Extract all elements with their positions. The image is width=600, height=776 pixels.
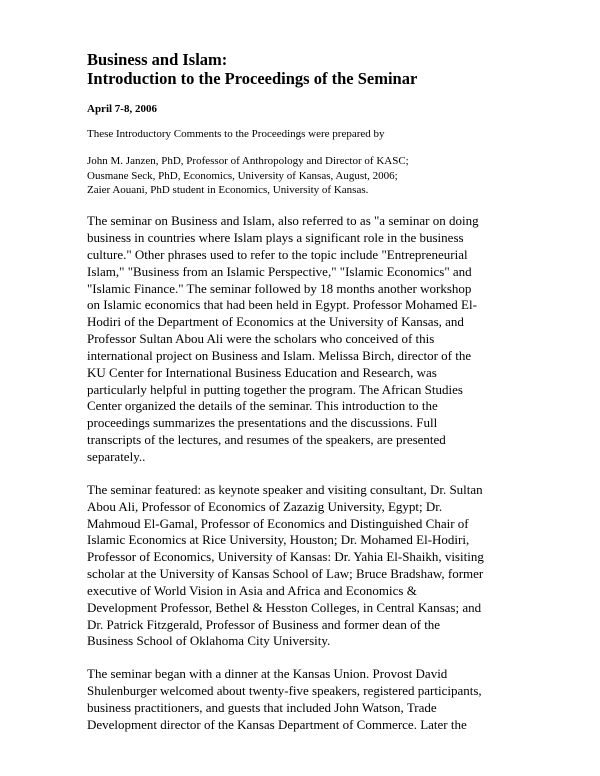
paragraph-line: Dr. Patrick Fitzgerald, Professor of Business and former dean of the [87, 616, 441, 632]
paragraph-overview [87, 213, 527, 466]
paragraph-line: business practitioners, and guests that included John Watson, Trade [87, 699, 437, 715]
paragraph-line: Business School of Oklahoma City University. [87, 633, 331, 649]
paragraph-line: Professor Sultan Abou Ali were the scholars who conceived of this [87, 331, 435, 347]
paragraph-line: Center organized the details of the seminar. This introduction to the [87, 398, 438, 414]
paragraph-line: Abou Ali, Professor of Economics of Zazazig University, Egypt; Dr. [87, 498, 443, 514]
title-line-2: Introduction to the Proceedings of the Seminar [87, 69, 418, 88]
paragraph-line: "Islamic Finance." The seminar followed by 18 months another workshop [87, 280, 472, 296]
paragraph-line: Mahmoud El-Gamal, Professor of Economics and Distinguished Chair of [87, 515, 469, 531]
paragraph-speakers [87, 482, 527, 650]
paragraph-line: international project on Business and Islam. Melissa Birch, director of the [87, 347, 472, 363]
paragraph-line: Islamic Economics at Rice University, Houston; Dr. Mohamed El-Hodiri, [87, 532, 470, 548]
paragraph-line: executive of World Vision in Asia and Africa and Economics & [87, 582, 417, 598]
paragraph-line: The seminar featured: as keynote speaker and visiting consultant, Dr. Sultan [87, 481, 483, 497]
intro-line: These Introductory Comments to the Proceedings were prepared by [87, 128, 385, 140]
seminar-date: April 7-8, 2006 [87, 103, 157, 115]
paragraph-line: particularly helpful in putting together the program. The African Studies [87, 381, 463, 397]
paragraph-line: Islam," "Business from an Islamic Perspective," "Islamic Economics" and [87, 263, 472, 279]
paragraph-line: transcripts of the lectures, and resumes of the speakers, are presented [87, 432, 446, 448]
document-content [87, 50, 527, 734]
paragraph-line: business in countries where Islam plays a significant role in the business [87, 230, 464, 246]
paragraph-line: Hodiri of the Department of Economics at the University of Kansas, and [87, 314, 464, 330]
paragraph-line: Development Professor, Bethel & Hesston Colleges, in Central Kansas; and [87, 599, 482, 615]
paragraph-line: Professor of Economics, University of Kansas: Dr. Yahia El-Shaikh, visiting [87, 549, 484, 565]
author-line: Zaier Aouani, PhD student in Economics, University of Kansas. [87, 183, 369, 196]
paragraph-line: proceedings summarizes the presentations and the discussions. Full [87, 415, 438, 431]
author-line: John M. Janzen, PhD, Professor of Anthropology and Director of KASC; [87, 155, 409, 168]
paragraph-dinner [87, 666, 527, 733]
document-title [87, 50, 527, 88]
paragraph-line: Shulenburger welcomed about twenty-five speakers, registered participants, [87, 683, 482, 699]
paragraph-line: The seminar on Business and Islam, also referred to as "a seminar on doing [87, 213, 479, 229]
paragraph-line: separately.. [87, 449, 146, 464]
title-line-1: Business and Islam: [87, 50, 228, 69]
paragraph-line: on Islamic economics that had been held in Egypt. Professor Mohamed El- [87, 297, 477, 313]
paragraph-line: KU Center for International Business Education and Research, was [87, 364, 437, 380]
author-list [87, 154, 527, 197]
author-line: Ousmane Seck, PhD, Economics, University of Kansas, August, 2006; [87, 169, 398, 182]
paragraph-line: scholar at the University of Kansas School of Law; Bruce Bradshaw, former [87, 566, 484, 582]
paragraph-line: culture." Other phrases used to refer to the topic include "Entrepreneurial [87, 246, 468, 262]
paragraph-line: Development director of the Kansas Department of Commerce. Later the [87, 716, 467, 732]
paragraph-line: The seminar began with a dinner at the Kansas Union. Provost David [87, 666, 448, 682]
